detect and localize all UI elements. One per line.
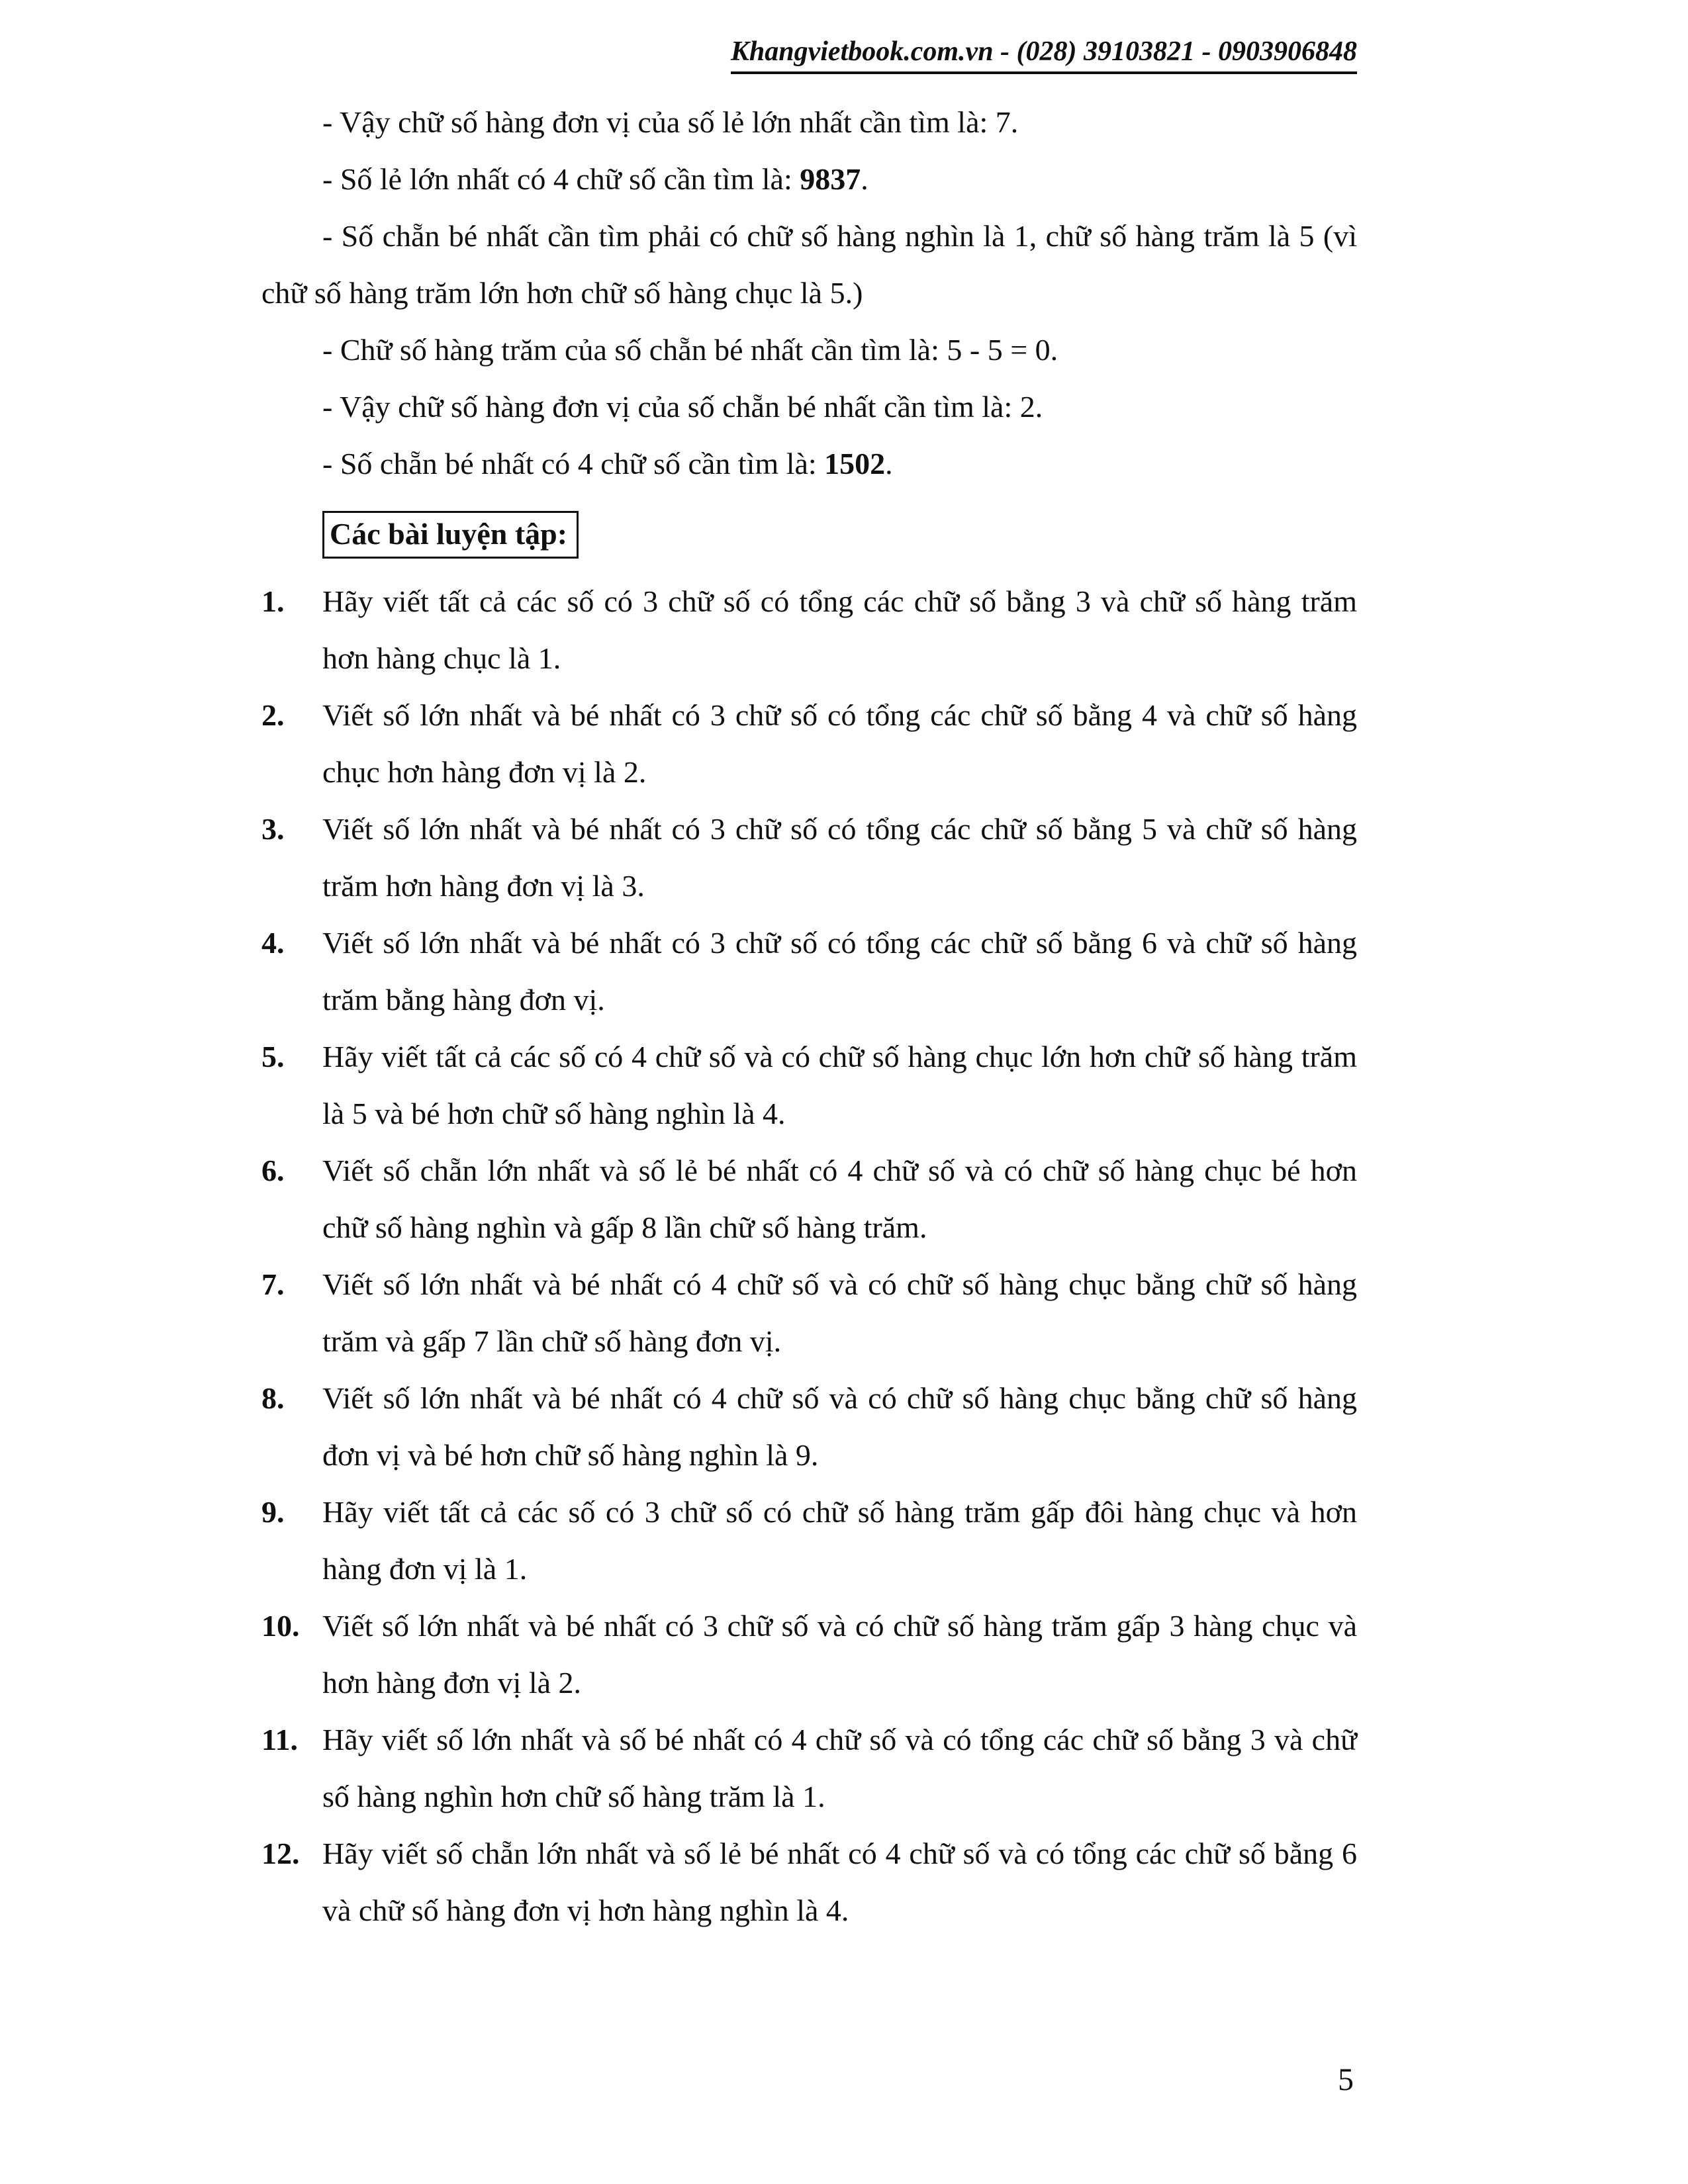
intro-text: - Số chẵn bé nhất có 4 chữ số cần tìm là:: [322, 447, 825, 480]
exercise-list: [261, 573, 1357, 1939]
exercise-number: 1.: [261, 584, 285, 618]
exercise-number: 12.: [261, 1837, 300, 1870]
intro-paragraph: [261, 435, 1357, 492]
exercise-text: Viết số lớn nhất và bé nhất có 3 chữ số có tổng các chữ số bằng 4 và chữ số hàng chục hơn hàng đơn vị là 2.: [322, 698, 1357, 789]
exercise-item: [261, 1711, 1357, 1825]
page-body: [261, 94, 1357, 1939]
intro-text-post: .: [861, 162, 868, 196]
exercise-number: 4.: [261, 926, 285, 960]
exercise-item: [261, 1825, 1357, 1939]
intro-paragraph: [261, 379, 1357, 435]
exercise-number: 6.: [261, 1154, 285, 1187]
exercise-number: 11.: [261, 1723, 298, 1756]
exercise-text: Viết số lớn nhất và bé nhất có 3 chữ số có tổng các chữ số bằng 5 và chữ số hàng trăm hơn hàng đơn vị là 3.: [322, 812, 1357, 903]
intro-paragraph: [261, 151, 1357, 208]
section-heading-wrap: [322, 506, 1357, 563]
section-heading: Các bài luyện tập:: [322, 511, 579, 559]
exercise-text: Viết số lớn nhất và bé nhất có 3 chữ số và có chữ số hàng trăm gấp 3 hàng chục và hơn hàng đơn vị là 2.: [322, 1609, 1357, 1700]
intro-text: - Số chẵn bé nhất cần tìm phải có chữ số hàng nghìn là 1, chữ số hàng trăm là 5 (vì chữ số hàng trăm lớn hơn chữ số hàng chục là 5.): [261, 219, 1357, 310]
intro-text: - Số lẻ lớn nhất có 4 chữ số cần tìm là:: [322, 162, 800, 196]
intro-text: - Vậy chữ số hàng đơn vị của số lẻ lớn nhất cần tìm là: 7.: [322, 105, 1019, 139]
exercise-text: Viết số lớn nhất và bé nhất có 4 chữ số và có chữ số hàng chục bằng chữ số hàng trăm và gấp 7 lần chữ số hàng đơn vị.: [322, 1267, 1357, 1358]
exercise-item: [261, 1598, 1357, 1711]
exercise-text: Hãy viết số chẵn lớn nhất và số lẻ bé nhất có 4 chữ số và có tổng các chữ số bằng 6 và chữ số hàng đơn vị hơn hàng nghìn là 4.: [322, 1837, 1357, 1927]
intro-bold: 9837: [800, 162, 861, 196]
intro-bold: 1502: [824, 447, 886, 480]
exercise-text: Hãy viết tất cả các số có 3 chữ số có tổng các chữ số bằng 3 và chữ số hàng trăm hơn hàng chục là 1.: [322, 584, 1357, 675]
running-header: [261, 34, 1357, 74]
exercise-item: [261, 1028, 1357, 1142]
exercise-item: [261, 573, 1357, 687]
exercise-item: [261, 687, 1357, 801]
exercise-item: [261, 915, 1357, 1028]
exercise-item: [261, 1256, 1357, 1370]
exercise-number: 9.: [261, 1495, 285, 1529]
exercise-text: Hãy viết tất cả các số có 3 chữ số có chữ số hàng trăm gấp đôi hàng chục và hơn hàng đơn vị là 1.: [322, 1495, 1357, 1586]
intro-paragraph: [261, 208, 1357, 322]
exercise-item: [261, 801, 1357, 915]
exercise-number: 3.: [261, 812, 285, 846]
intro-text: - Chữ số hàng trăm của số chẵn bé nhất cần tìm là: 5 - 5 = 0.: [322, 333, 1058, 367]
exercise-text: Viết số chẵn lớn nhất và số lẻ bé nhất có 4 chữ số và có chữ số hàng chục bé hơn chữ số hàng nghìn và gấp 8 lần chữ số hàng trăm.: [322, 1154, 1357, 1244]
intro-paragraph: [261, 322, 1357, 379]
exercise-number: 5.: [261, 1040, 285, 1073]
exercise-text: Viết số lớn nhất và bé nhất có 3 chữ số có tổng các chữ số bằng 6 và chữ số hàng trăm bằng hàng đơn vị.: [322, 926, 1357, 1017]
exercise-item: [261, 1484, 1357, 1598]
running-header-text: Khangvietbook.com.vn - (028) 39103821 - 0903906848: [731, 34, 1357, 74]
exercise-number: 7.: [261, 1267, 285, 1301]
exercise-number: 10.: [261, 1609, 300, 1643]
page-number: 5: [1338, 2062, 1354, 2097]
exercise-item: [261, 1142, 1357, 1256]
intro-text: - Vậy chữ số hàng đơn vị của số chẵn bé nhất cần tìm là: 2.: [322, 390, 1043, 424]
exercise-text: Hãy viết số lớn nhất và số bé nhất có 4 chữ số và có tổng các chữ số bằng 3 và chữ số hàng nghìn hơn chữ số hàng trăm là 1.: [322, 1723, 1357, 1813]
exercise-number: 2.: [261, 698, 285, 732]
exercise-item: [261, 1370, 1357, 1484]
intro-text-post: .: [885, 447, 893, 480]
exercise-number: 8.: [261, 1381, 285, 1415]
exercise-text: Hãy viết tất cả các số có 4 chữ số và có chữ số hàng chục lớn hơn chữ số hàng trăm là 5 và bé hơn chữ số hàng nghìn là 4.: [322, 1040, 1357, 1130]
exercise-text: Viết số lớn nhất và bé nhất có 4 chữ số và có chữ số hàng chục bằng chữ số hàng đơn vị và bé hơn chữ số hàng nghìn là 9.: [322, 1381, 1357, 1472]
intro-paragraph: [261, 94, 1357, 151]
